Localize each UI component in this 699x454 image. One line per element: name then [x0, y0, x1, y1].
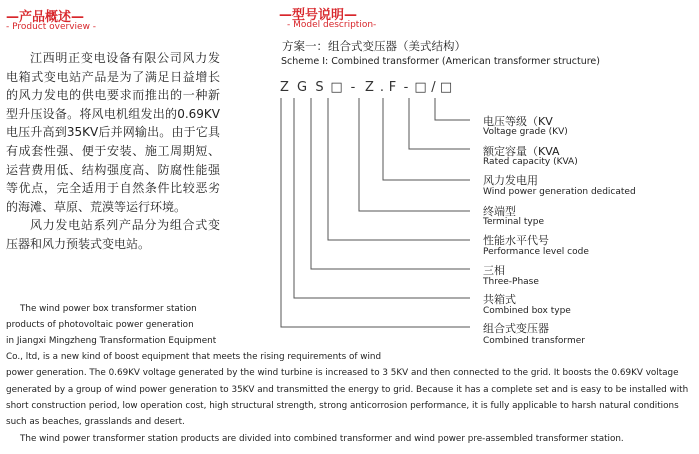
label-performance-cn: 性能水平代号 [483, 234, 549, 247]
english-line: products of photovoltaic power generation [6, 320, 194, 330]
overview-paragraph-1: 江西明正变电设备有限公司风力发电箱式变电站产品是为了满足日益增长的风力发电的供电要求而推出的一种新型升压设备。将风电机组发出的0.69KV电压升高到35KV后并网输出。由于它具有成套性强、便于安装、施工周期短、运营费用低、结构强度高、防腐性能强等优点，完全适用于自然条件比较恶劣的海滩、草原、荒漠等运行环境。 [6, 51, 220, 214]
label-capacity-cn: 额定容量（KVA [483, 145, 560, 158]
connector-performance [328, 98, 470, 240]
connector-combined [281, 98, 470, 327]
label-capacity-en: Rated capacity (KVA) [483, 157, 578, 167]
model-title: —型号说明— [279, 8, 358, 23]
code-char: G [296, 80, 308, 95]
english-line: Co., ltd, is a new kind of boost equipment that meets the rising requirements of wind [6, 352, 382, 362]
overview-paragraph-2: 风力发电站系列产品分为组合式变压器和风力预装式变电站。 [6, 218, 220, 251]
english-line: The wind power box transformer station [20, 304, 197, 314]
connector-three-phase [311, 98, 470, 269]
label-voltage-cn: 电压等级（KV [483, 115, 553, 128]
label-box-en: Combined box type [483, 306, 571, 316]
overview-title: —产品概述— [6, 10, 85, 25]
label-voltage-en: Voltage grade (KV) [483, 127, 568, 137]
english-line: in Jiangxi Mingzheng Transformation Equipment [6, 336, 217, 346]
english-line: power generation. The 0.69KV voltage generated by the wind turbine is increased to 3 5KV and then connected to the grid. It boosts the 0.69KV voltage [6, 368, 679, 378]
connector-box [294, 98, 470, 298]
connector-terminal [359, 98, 470, 211]
scheme-title-cn: 方案一：组合式变压器（美式结构） [282, 39, 466, 53]
connector-wind [383, 98, 470, 180]
english-line: generated by a group of wind power generation to 35KV and transmitted the energy to grid. Because it has a complete set and is easy to be installed with [6, 385, 689, 395]
code-char: F [388, 80, 397, 95]
label-box-cn: 共箱式 [483, 293, 516, 306]
code-char: □ [439, 80, 453, 95]
code-char: □ [330, 80, 343, 95]
label-wind-cn: 风力发电用 [483, 174, 538, 187]
english-line: such as beaches, grasslands and desert. [6, 417, 185, 427]
model-subtitle: - Model description- [287, 20, 377, 30]
label-terminal-cn: 终端型 [483, 205, 516, 218]
english-line: short construction period, low operation cost, high structural strength, strong anticorrosion performance, it is fully applicable to harsh natural conditions [6, 401, 679, 411]
english-line: The wind power transformer station products are divided into combined transformer and wind power pre-assembled transformer station. [20, 434, 624, 444]
connector-capacity [409, 98, 470, 149]
code-char: S [315, 80, 324, 95]
code-char: - [403, 80, 409, 95]
label-performance-en: Performance level code [483, 247, 589, 257]
code-char: - [350, 80, 356, 95]
label-wind-en: Wind power generation dedicated [483, 187, 636, 197]
code-char: Z [365, 80, 374, 95]
code-char: . [379, 80, 385, 95]
connector-voltage [435, 98, 470, 120]
label-three-phase-cn: 三相 [483, 264, 505, 277]
code-char: / [431, 80, 436, 95]
scheme-title-en: Scheme I: Combined transformer (American transformer structure) [281, 56, 600, 67]
label-combined-en: Combined transformer [483, 336, 585, 346]
code-char: Z [280, 80, 289, 95]
label-combined-cn: 组合式变压器 [483, 322, 549, 335]
label-terminal-en: Terminal type [483, 217, 545, 227]
overview-subtitle: - Product overview - [6, 22, 97, 32]
code-char: □ [414, 80, 427, 95]
label-three-phase-en: Three-Phase [483, 277, 539, 287]
